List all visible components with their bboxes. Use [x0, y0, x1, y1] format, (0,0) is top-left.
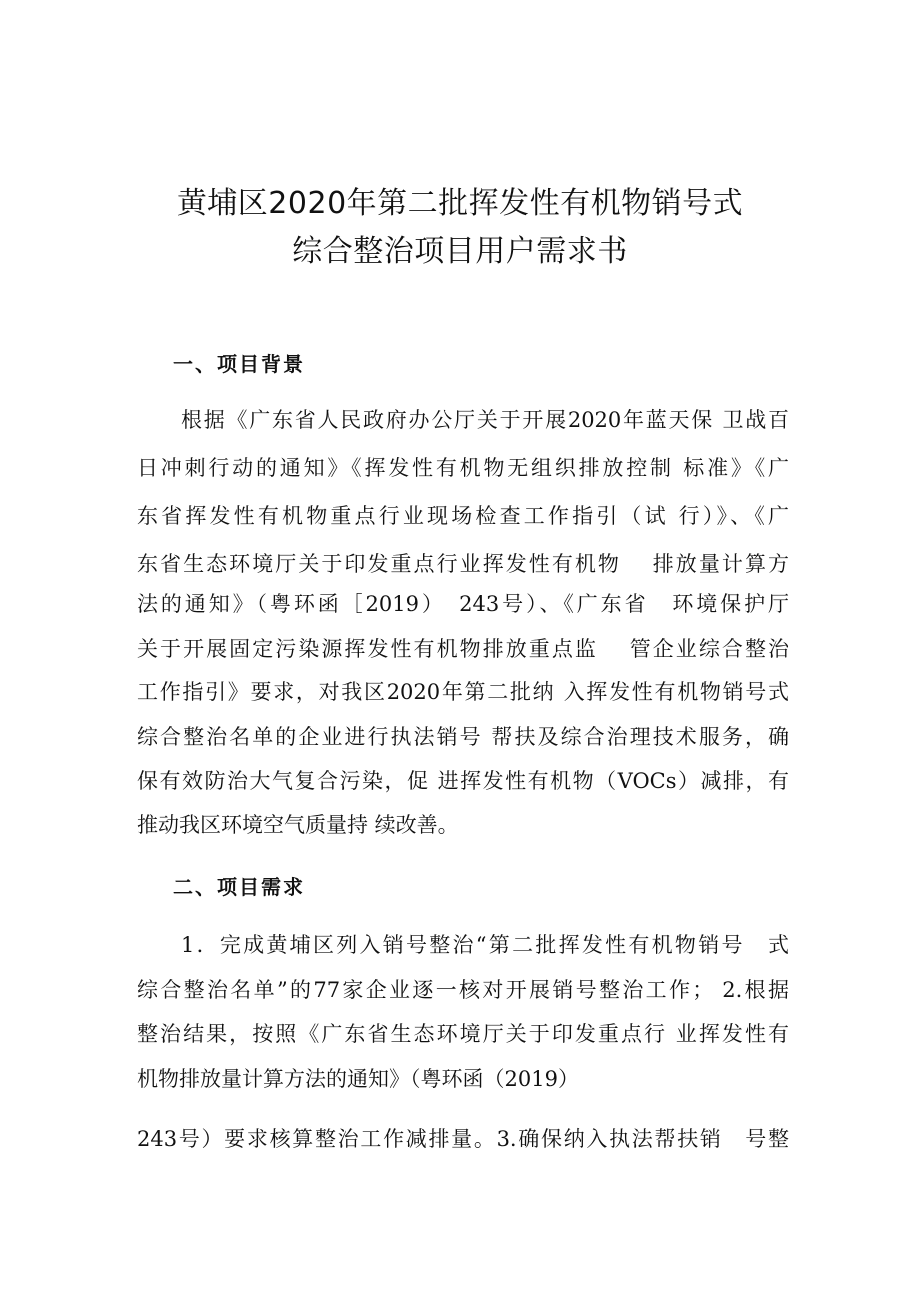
- paragraph-line: 日冲刺行动的通知》《挥发性有机物无组织排放控制 标准》《广: [137, 456, 789, 480]
- document-title-line-2: 综合整治项目用户需求书: [292, 234, 628, 269]
- paragraph-line: 整治结果，按照《广东省生态环境厅关于印发重点行 业挥发性有: [137, 1022, 789, 1046]
- paragraph-line: 机物排放量计算方法的通知》（粤环函（2019）: [137, 1067, 579, 1091]
- paragraph-line: 推动我区环境空气质量持 续改善。: [137, 813, 459, 837]
- paragraph-line: 保有效防治大气复合污染，促 进挥发性有机物（VOCs）减排，有: [137, 769, 789, 793]
- paragraph-line: 综合整治名单的企业进行执法销号 帮扶及综合治理技术服务，确: [137, 725, 789, 749]
- paragraph-line: 根据《广东省人民政府办公厅关于开展2020年蓝天保 卫战百: [181, 408, 789, 432]
- paragraph-line: 综合整治名单”的77家企业逐一核对开展销号整治工作； 2.根据: [137, 978, 789, 1002]
- paragraph-line: 243号）要求核算整治工作减排量。3.确保纳入执法帮扶销 号整: [137, 1127, 789, 1151]
- paragraph-line: 东省挥发性有机物重点行业现场检查工作指引（试 行）》、《广: [137, 504, 789, 528]
- document-title-line-1: 黄埔区2020年第二批挥发性有机物销号式: [176, 186, 744, 221]
- paragraph-line: 法的通知》（粤环函［2019） 243号）、《广东省 环境保护厅: [137, 592, 789, 616]
- paragraph-line: 工作指引》要求，对我区2020年第二批纳 入挥发性有机物销号式: [137, 680, 789, 704]
- paragraph-line: 1．完成黄埔区列入销号整治“第二批挥发性有机物销号 式: [181, 933, 789, 957]
- paragraph-line: 关于开展固定污染源挥发性有机物排放重点监 管企业综合整治: [137, 637, 789, 661]
- paragraph-line: 东省生态环境厅关于印发重点行业挥发性有机物 排放量计算方: [137, 552, 789, 576]
- section-heading-background: 一、项目背景: [173, 352, 305, 376]
- section-heading-requirements: 二、项目需求: [173, 875, 305, 899]
